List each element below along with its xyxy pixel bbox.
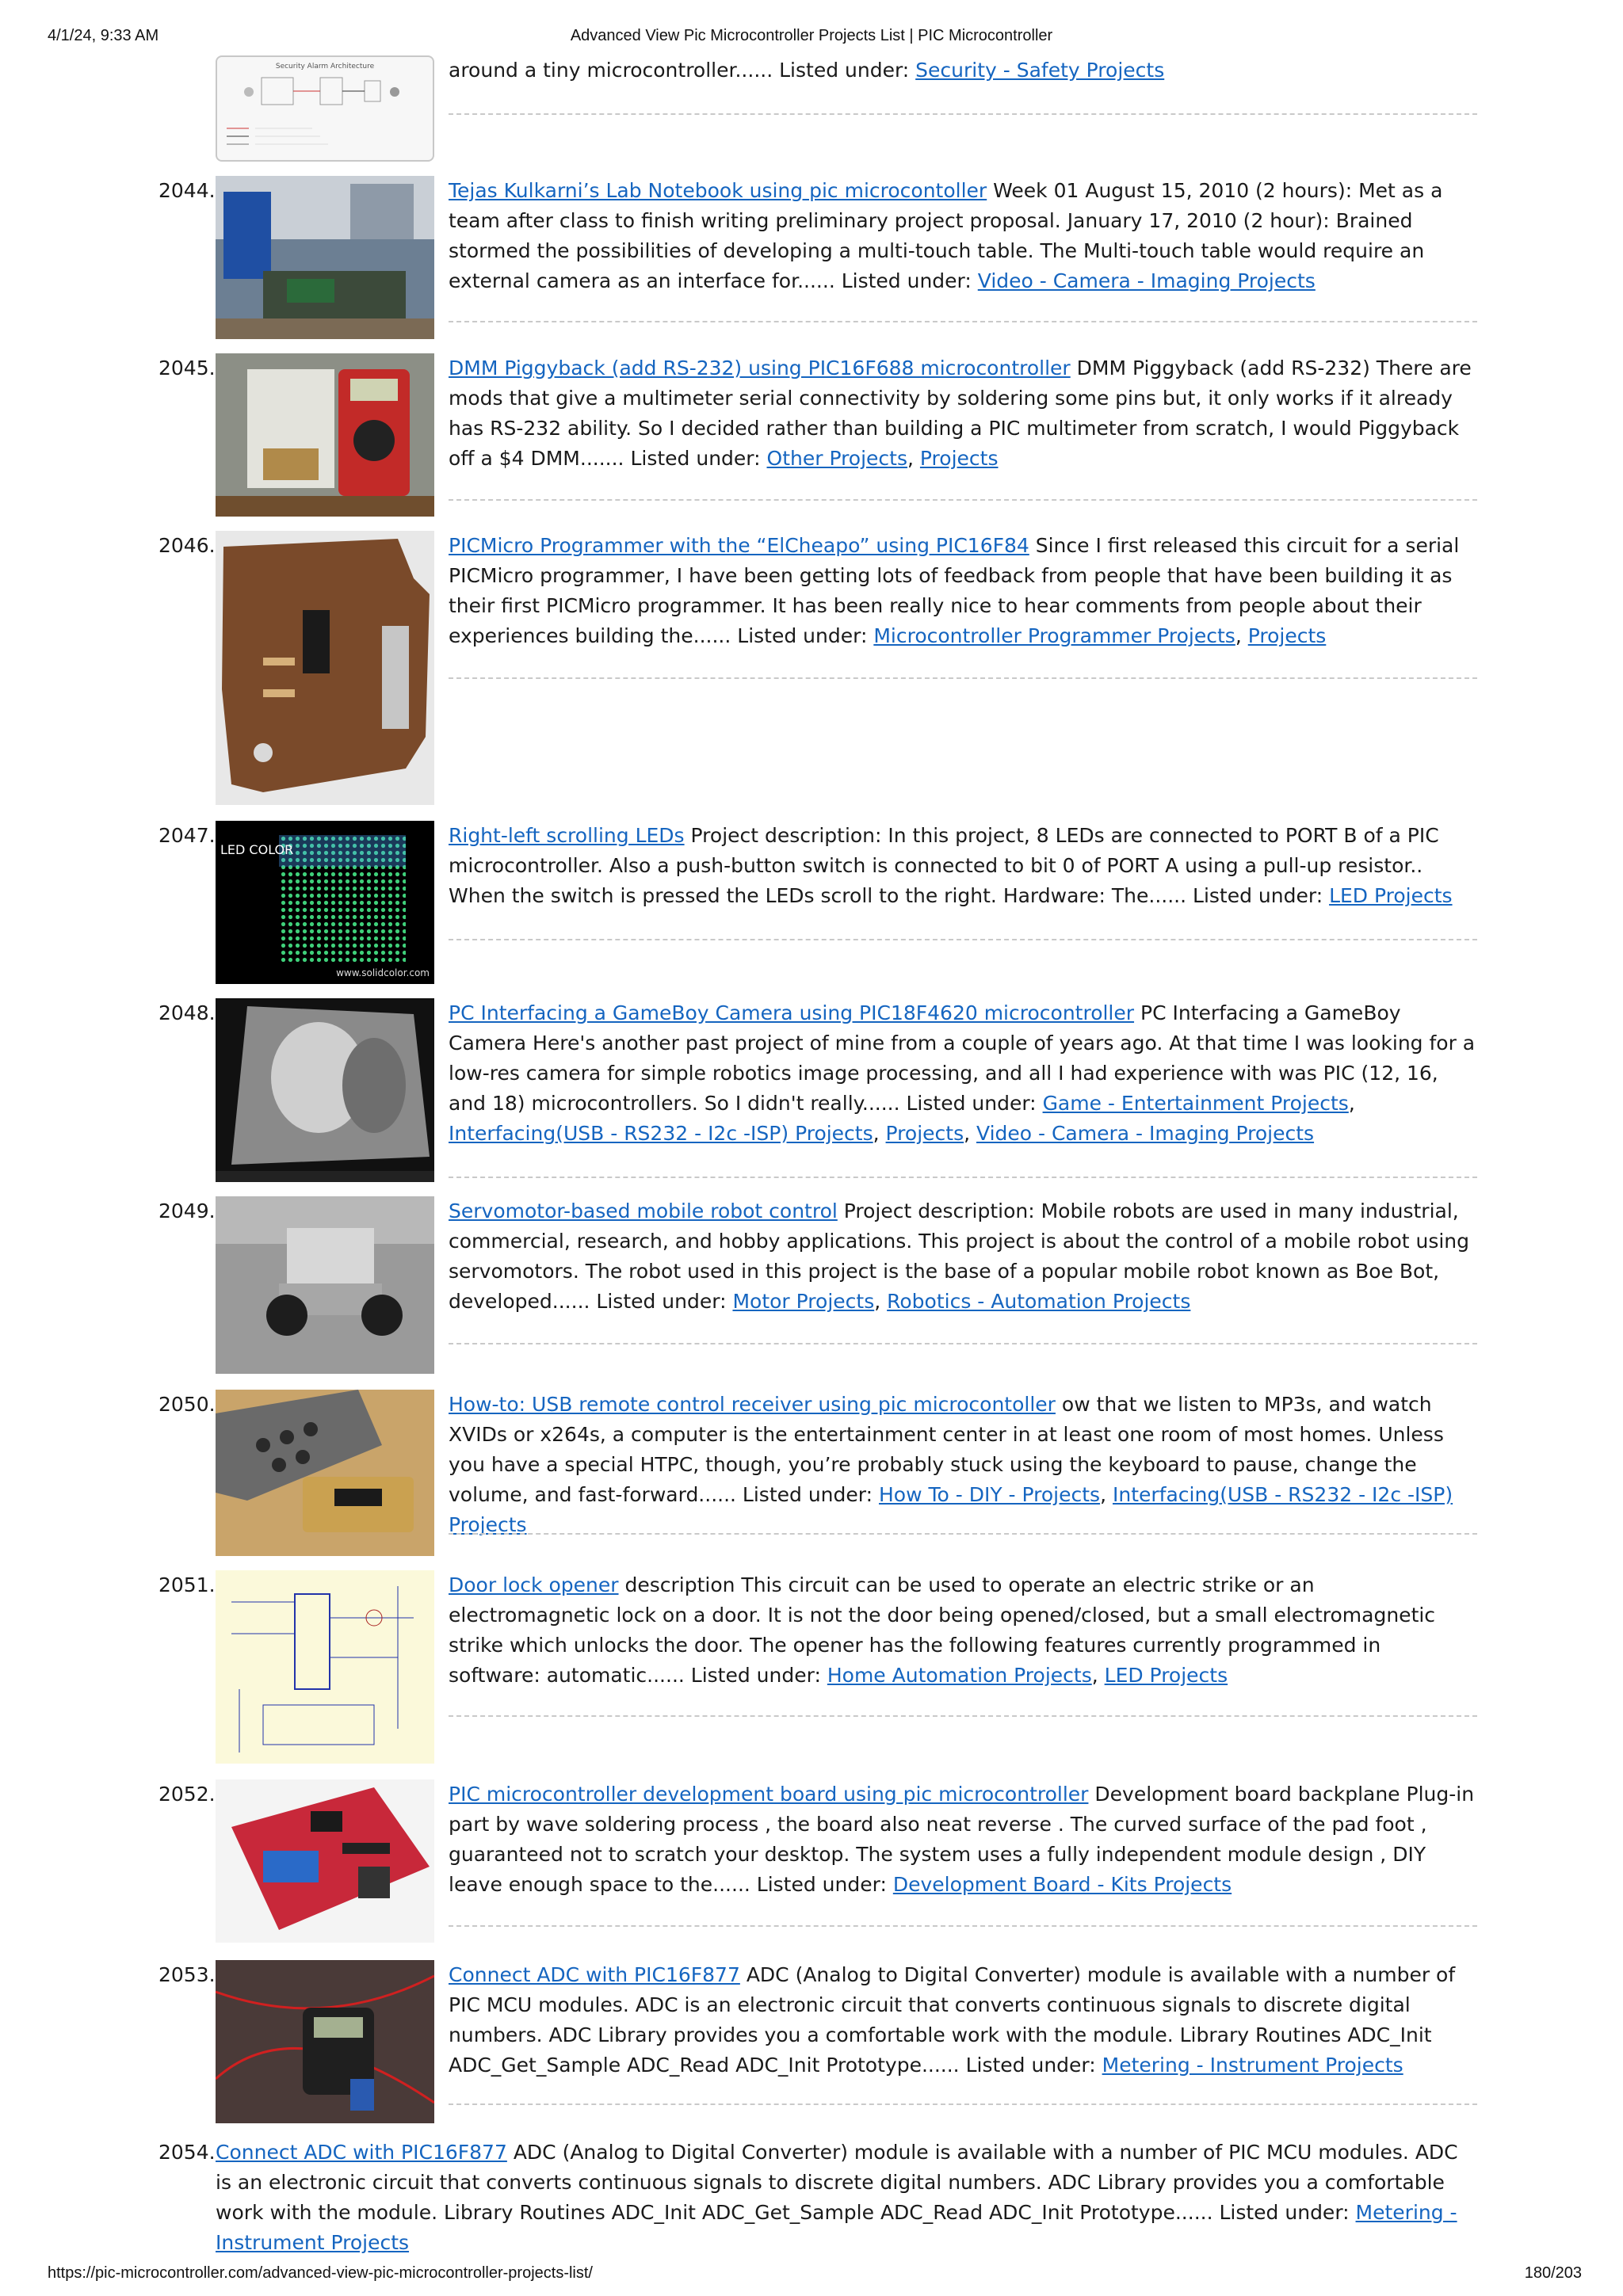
item-text: Week 01 August 15, 2010 (2 hours): Met as a team after class to finish writing preliminary project proposal. January 17, 2010 (2 hour): Brained stormed the possibilities of developing a multi-touch table. The Multi-touch table would require an external camera as an interface for...... Listed under: bbox=[449, 179, 1443, 292]
led-matrix-thumbnail[interactable] bbox=[216, 821, 434, 984]
item-number: 2048. bbox=[158, 1001, 216, 1024]
item-description: DMM Piggyback (add RS-232) using PIC16F688 microcontroller DMM Piggyback (add RS-232) There are mods that give a multimeter serial connectivity by soldering some pins but, it only works if it already has RS-232 ability. So I decided rather than building a PIC multimeter from scratch, I would Piggyback off a $4 DMM....... Listed under: Other Projects, Projects bbox=[449, 357, 1472, 470]
print-page-title: Advanced View Pic Microcontroller Projects List | PIC Microcontroller bbox=[570, 27, 1053, 44]
separator bbox=[449, 1343, 1477, 1344]
item-title-link[interactable]: Right-left scrolling LEDs bbox=[449, 824, 685, 847]
dmm-piggyback-thumbnail[interactable] bbox=[216, 353, 434, 517]
category-link[interactable]: Projects bbox=[919, 447, 999, 470]
item-text: ow that we listen to MP3s, and watch XVIDs or x264s, a computer is the entertainment center in at least one room of most homes. Unless you have a special HTPC, though, you’re probably stuck using the keyboard to pause, change the volume, and fast-forward...... Listed under: bbox=[449, 1393, 1444, 1506]
category-link[interactable]: LED Projects bbox=[1329, 884, 1453, 907]
category-link[interactable]: How To - DIY - Projects bbox=[878, 1483, 1101, 1506]
item-title-link[interactable]: Connect ADC with PIC16F877 bbox=[216, 2141, 507, 2164]
door-lock-schematic-thumbnail[interactable] bbox=[216, 1570, 434, 1764]
item-description: Door lock opener description This circuit can be used to operate an electric strike or an electromagnetic lock on a door. It is not the door being opened/closed, but a small electromagnetic strike which unlocks the door. The opener has the following features currently programmed in software: automatic...... Listed under: Home Automation Projects, LED Projects bbox=[449, 1573, 1436, 1687]
separator bbox=[449, 1715, 1477, 1717]
thumb-label: LED COLOR bbox=[220, 842, 294, 857]
item-description bbox=[449, 176, 1477, 296]
category-link[interactable]: LED Projects bbox=[1104, 1664, 1228, 1687]
item-number: 2044. bbox=[158, 179, 216, 202]
item-title-link[interactable]: Connect ADC with PIC16F877 bbox=[449, 1963, 740, 1986]
category-link[interactable]: Development Board - Kits Projects bbox=[892, 1873, 1232, 1896]
item-text: description This circuit can be used to operate an electric strike or an electromagnetic lock on a door. It is not the door being opened/closed, but a small electromagnetic strike which unlocks the door. The opener has the following features currently programmed in software: automatic...... Listed under: bbox=[449, 1573, 1436, 1687]
separator bbox=[449, 1925, 1477, 1927]
separator bbox=[449, 939, 1477, 940]
category-link[interactable]: Interfacing(USB - RS232 - I2c -ISP) Projects bbox=[449, 1483, 1453, 1536]
category-link[interactable]: Projects bbox=[1247, 624, 1327, 647]
partial-entry-text: around a tiny microcontroller...... Listed under: bbox=[449, 59, 916, 82]
separator bbox=[449, 2103, 1477, 2105]
item-description bbox=[449, 821, 1477, 911]
boe-bot-robot-thumbnail[interactable] bbox=[216, 1196, 434, 1374]
item-text: ADC (Analog to Digital Converter) module is available with a number of PIC MCU modules. ADC is an electronic circuit that converts continuous signals to discrete digital numbers. ADC Library provides you a comfortable work with the module. Library Routines ADC_Init ADC_Get_Sample ADC_Read ADC_Init Prototype...... Listed under: bbox=[216, 2141, 1458, 2224]
item-description bbox=[449, 1779, 1477, 1900]
lab-notebook-thumbnail[interactable] bbox=[216, 176, 434, 339]
item-text: Project description: In this project, 8 LEDs are connected to PORT B of a PIC microcontroller. Also a push-button switch is connected to bit 0 of PORT A using a pull-up resistor.. When the switch is pressed the LEDs scroll to the right. Hardware: The...... Listed under: bbox=[449, 824, 1439, 907]
category-link[interactable]: Projects bbox=[885, 1122, 964, 1145]
item-description: PC Interfacing a GameBoy Camera using PIC18F4620 microcontroller PC Interfacing a GameBoy Camera Here's another past project of mine from a couple of years ago. At that time I was looking for a low-res camera for simple robotics image processing, and all I had experience with was PIC (12, 16, and 18) microcontrollers. So I didn't really...... Listed under: Game - Entertainment Projects, Interfacing(USB - RS232 - I2c -ISP) Projects, Projects, Video - Camera - Imaging Projects bbox=[449, 1001, 1476, 1145]
item-number: 2045. bbox=[158, 357, 216, 379]
item-number: 2050. bbox=[158, 1393, 216, 1416]
security-architecture-thumbnail[interactable] bbox=[216, 55, 434, 162]
item-description: Servomotor-based mobile robot control Project description: Mobile robots are used in many industrial, commercial, research, and hobby applications. This project is about the control of a mobile robot using servomotors. The robot used in this project is the base of a popular mobile robot known as Boe Bot, developed...... Listed under: Motor Projects, Robotics - Automation Projects bbox=[449, 1199, 1470, 1313]
item-number: 2046. bbox=[158, 534, 216, 557]
item-title-link[interactable]: Door lock opener bbox=[449, 1573, 619, 1596]
item-title-link[interactable]: Tejas Kulkarni’s Lab Notebook using pic microcontoller bbox=[449, 179, 987, 202]
item-title-link[interactable]: Servomotor-based mobile robot control bbox=[449, 1199, 838, 1222]
item-title-link[interactable]: DMM Piggyback (add RS-232) using PIC16F688 microcontroller bbox=[449, 357, 1071, 379]
item-title-link[interactable]: PICMicro Programmer with the “ElCheapo” using PIC16F84 bbox=[449, 534, 1029, 557]
gameboy-camera-thumbnail[interactable] bbox=[216, 998, 434, 1182]
item-text: Since I first released this circuit for a serial PICMicro programmer, I have been getting lots of feedback from people that have been building it as their first PICMicro programmer. It has been really nice to hear comments from people about their experiences building the...... Listed under: bbox=[449, 534, 1460, 647]
category-link[interactable]: Game - Entertainment Projects bbox=[1042, 1092, 1349, 1115]
item-description: How-to: USB remote control receiver using pic microcontoller ow that we listen to MP3s, and watch XVIDs or x264s, a computer is the entertainment center in at least one room of most homes. Unless you have a special HTPC, though, you’re probably stuck using the keyboard to pause, change the volume, and fast-forward...... Listed under: How To - DIY - Projects, Interfacing(USB - RS232 - I2c -ISP) Projects bbox=[449, 1393, 1453, 1536]
item-title-link[interactable]: PC Interfacing a GameBoy Camera using PIC18F4620 microcontroller bbox=[449, 1001, 1135, 1024]
separator bbox=[449, 499, 1477, 501]
item-text: PC Interfacing a GameBoy Camera Here's another past project of mine from a couple of years ago. At that time I was looking for a low-res camera for simple robotics image processing, and all I had experience with was PIC (12, 16, and 18) microcontrollers. So I didn't really...... Listed under: bbox=[449, 1001, 1476, 1115]
category-link[interactable]: Video - Camera - Imaging Projects bbox=[977, 269, 1316, 292]
separator bbox=[449, 677, 1477, 679]
item-description bbox=[216, 2138, 1477, 2258]
item-number: 2052. bbox=[158, 1783, 216, 1806]
page-counter: 180/203 bbox=[1524, 2264, 1582, 2282]
category-link[interactable]: Metering - Instrument Projects bbox=[1102, 2054, 1403, 2077]
category-link[interactable]: Video - Camera - Imaging Projects bbox=[976, 1122, 1315, 1145]
usb-remote-receiver-thumbnail[interactable] bbox=[216, 1390, 434, 1556]
category-link[interactable]: Microcontroller Programmer Projects bbox=[873, 624, 1235, 647]
item-number: 2053. bbox=[158, 1963, 216, 1986]
development-board-thumbnail[interactable] bbox=[216, 1779, 434, 1943]
separator bbox=[449, 1177, 1477, 1178]
item-text: ADC (Analog to Digital Converter) module is available with a number of PIC MCU modules. ADC is an electronic circuit that converts continuous signals to discrete digital numbers. ADC Library provides you a comfortable work with the module. Library Routines ADC_Init ADC_Get_Sample ADC_Read ADC_Init Prototype...... Listed under: bbox=[449, 1963, 1456, 2077]
item-number: 2049. bbox=[158, 1199, 216, 1222]
category-link[interactable]: Security - Safety Projects bbox=[915, 59, 1165, 82]
item-text: DMM Piggyback (add RS-232) There are mods that give a multimeter serial connectivity by soldering some pins but, it only works if it already has RS-232 ability. So I decided rather than building a PIC multimeter from scratch, I would Piggyback off a $4 DMM....... Listed under: bbox=[449, 357, 1472, 470]
thumb-url: www.solidcolor.com bbox=[336, 967, 430, 978]
separator bbox=[449, 321, 1477, 322]
separator bbox=[449, 1533, 1477, 1535]
item-description: PICMicro Programmer with the “ElCheapo” using PIC16F84 Since I first released this circuit for a serial PICMicro programmer, I have been getting lots of feedback from people that have been building it as their first PICMicro programmer. It has been really nice to hear comments from people about their experiences building the...... Listed under: Microcontroller Programmer Projects, Projects bbox=[449, 534, 1460, 647]
item-number: 2047. bbox=[158, 824, 216, 847]
print-date: 4/1/24, 9:33 AM bbox=[48, 27, 159, 44]
item-description bbox=[449, 1960, 1477, 2081]
category-link[interactable]: Home Automation Projects bbox=[827, 1664, 1092, 1687]
category-link[interactable]: Other Projects bbox=[766, 447, 908, 470]
item-number: 2051. bbox=[158, 1573, 216, 1596]
category-link[interactable]: Robotics - Automation Projects bbox=[887, 1290, 1191, 1313]
category-link[interactable]: Metering - Instrument Projects bbox=[216, 2201, 1457, 2254]
item-text: Project description: Mobile robots are used in many industrial, commercial, research, and hobby applications. This project is about the control of a mobile robot using servomotors. The robot used in this project is the base of a popular mobile robot known as Boe Bot, developed...... Listed under: bbox=[449, 1199, 1470, 1313]
item-title-link[interactable]: How-to: USB remote control receiver using pic microcontoller bbox=[449, 1393, 1056, 1416]
elcheapo-programmer-thumbnail[interactable] bbox=[216, 531, 434, 805]
thumb-caption: Security Alarm Architecture bbox=[275, 63, 375, 71]
item-text: Development board backplane Plug-in part by wave soldering process , the board also neat reverse . The curved surface of the pad foot , guaranteed not to scratch your desktop. The system uses a fully independent module design , DIY leave enough space to the...... Listed under: bbox=[449, 1783, 1475, 1896]
item-number: 2054. bbox=[158, 2141, 216, 2164]
category-link[interactable]: Motor Projects bbox=[732, 1290, 875, 1313]
print-url: https://pic-microcontroller.com/advanced-view-pic-microcontroller-projects-list/ bbox=[48, 2264, 593, 2282]
separator bbox=[449, 113, 1477, 115]
item-title-link[interactable]: PIC microcontroller development board using pic microcontroller bbox=[449, 1783, 1089, 1806]
category-link[interactable]: Interfacing(USB - RS232 - I2c -ISP) Projects bbox=[449, 1122, 873, 1145]
adc-multimeter-thumbnail[interactable] bbox=[216, 1960, 434, 2123]
partial-entry-description bbox=[449, 55, 1477, 86]
